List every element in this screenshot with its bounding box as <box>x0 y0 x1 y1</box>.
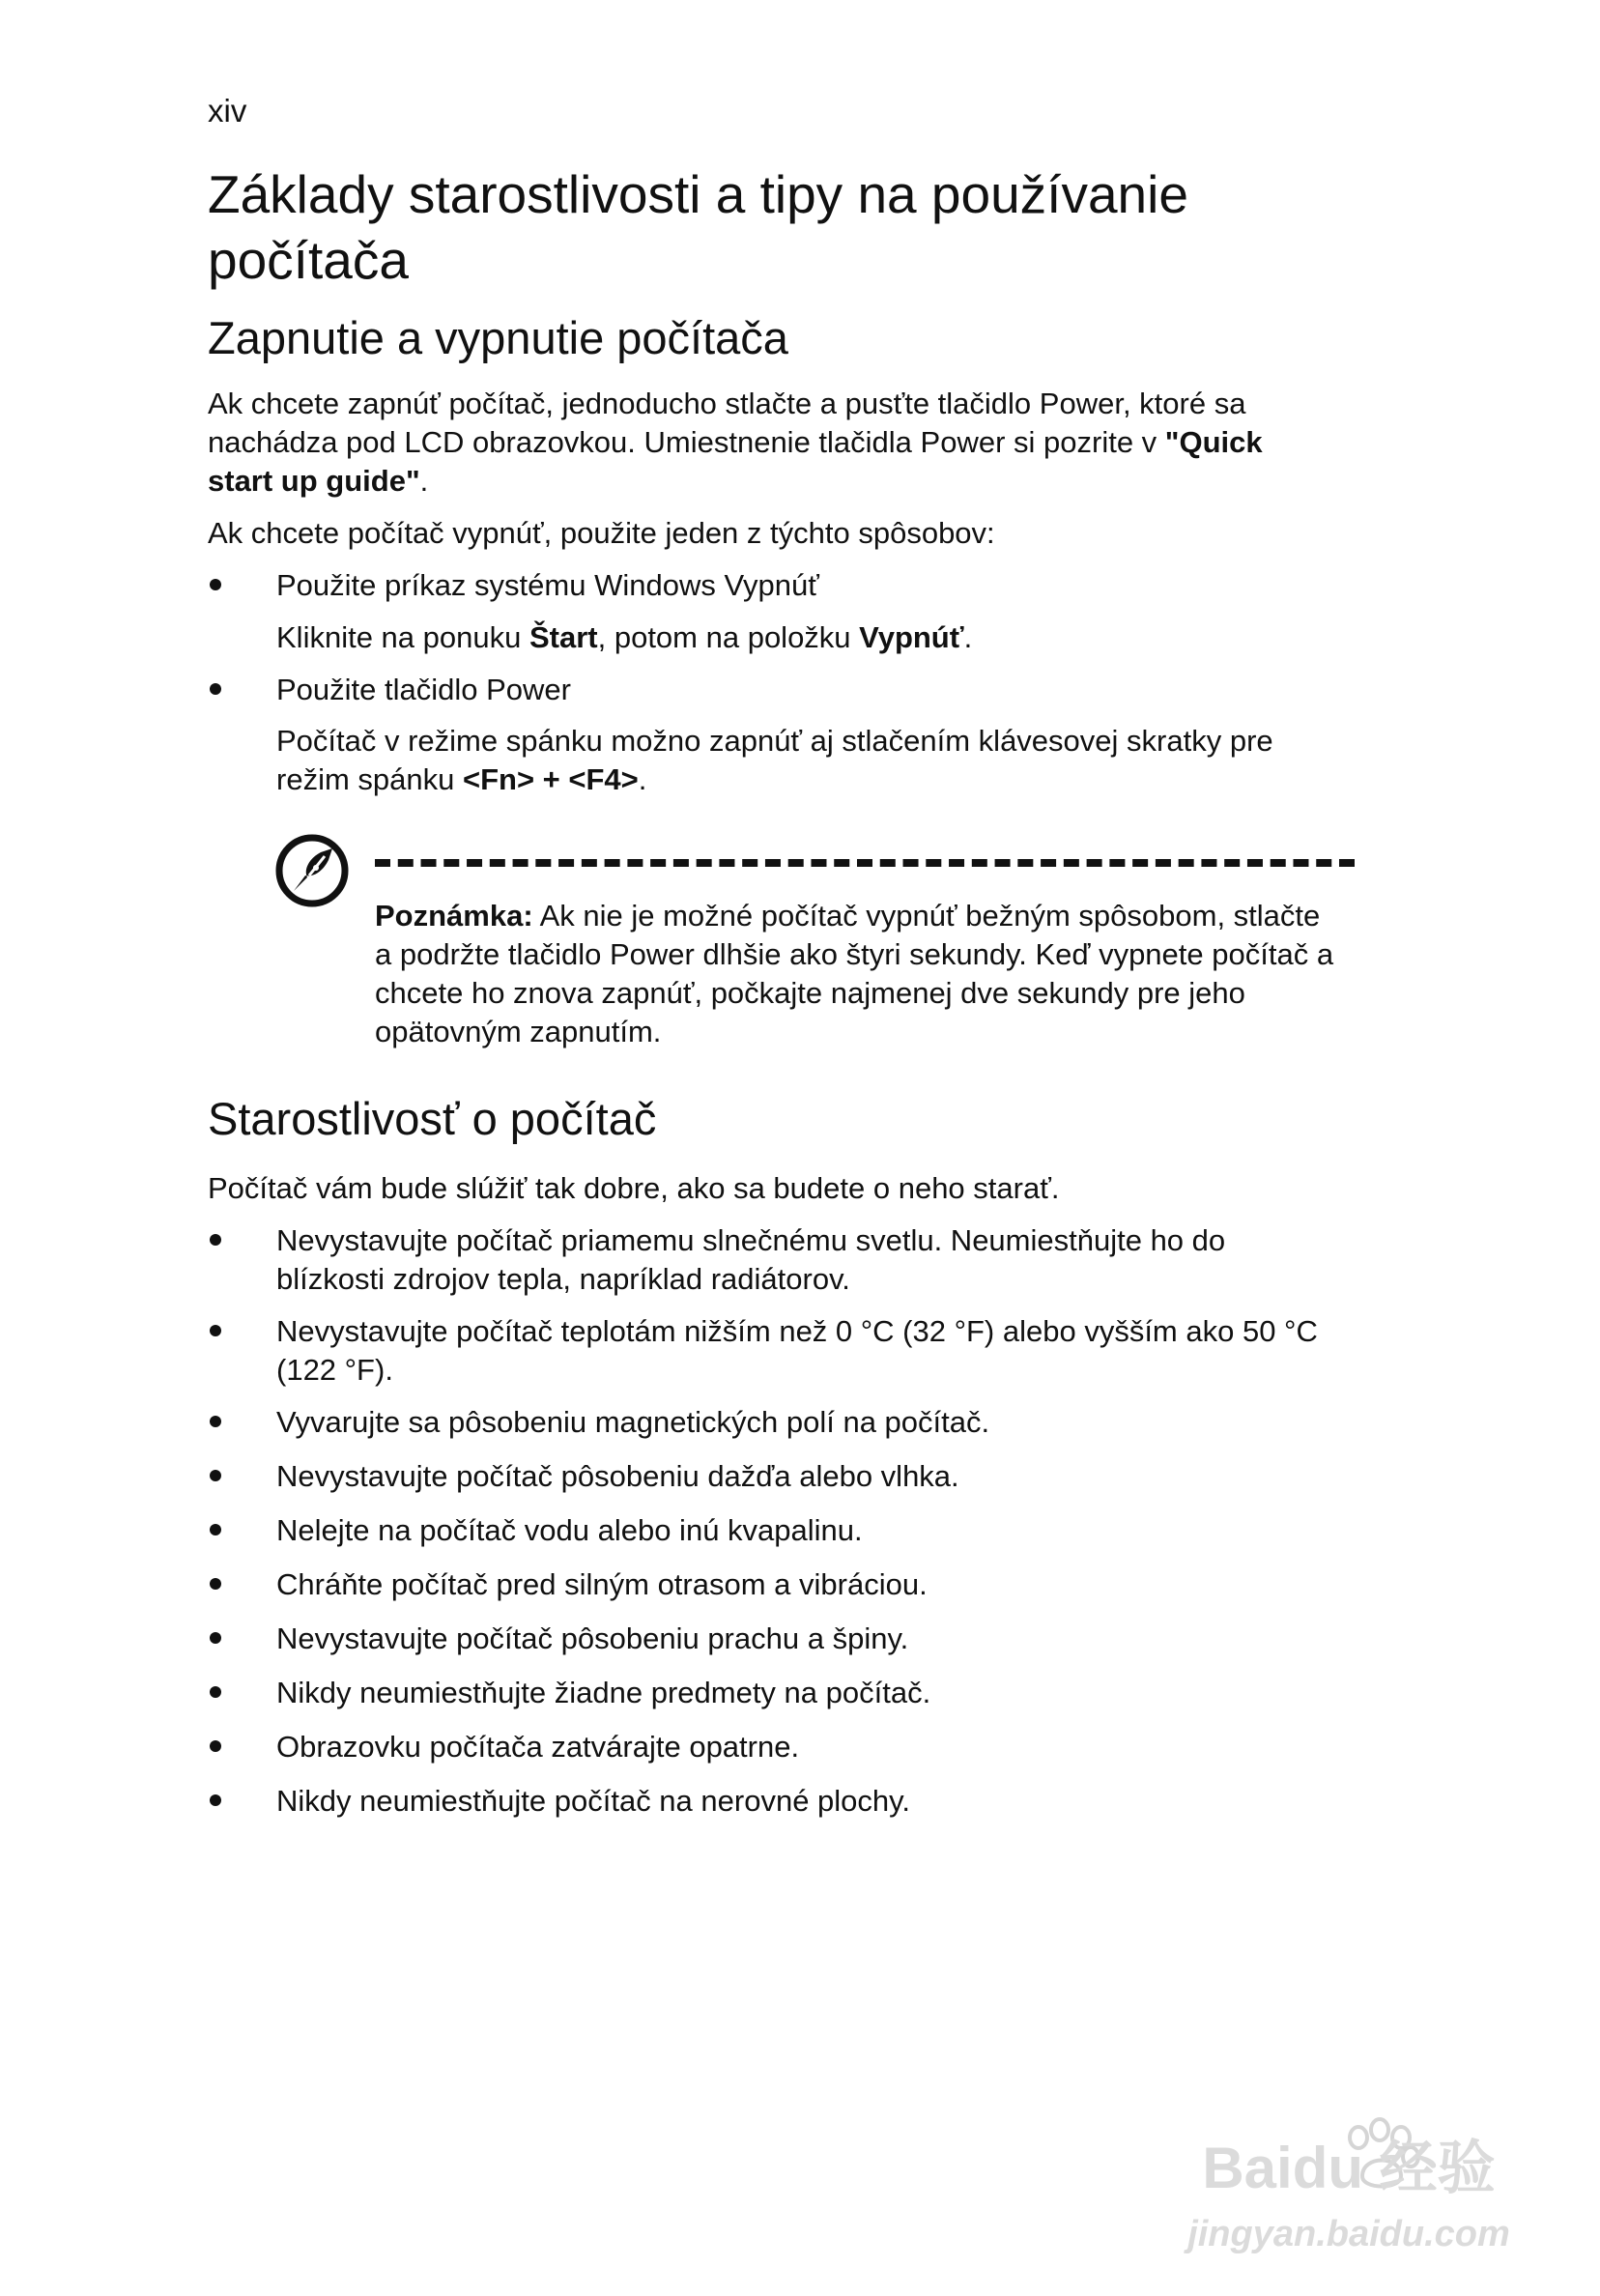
note-pen-icon <box>274 833 350 908</box>
keyboard-shortcut: <Fn> + <F4> <box>462 762 639 796</box>
bullet-dot <box>210 1794 221 1806</box>
note-label: Poznámka: <box>375 899 533 933</box>
note-box <box>375 897 1341 1051</box>
list-item: Nevystavujte počítač pôsobeniu prachu a špiny. <box>276 1622 909 1655</box>
list-item: Obrazovku počítača zatvárajte opatrne. <box>276 1730 800 1764</box>
page-number: xiv <box>208 93 247 129</box>
list-item: Nikdy neumiestňujte žiadne predmety na počítač. <box>276 1676 931 1709</box>
bullet-dot <box>210 1632 221 1644</box>
bullet-dot <box>210 1234 221 1246</box>
baidu-watermark <box>1165 2116 1542 2261</box>
paragraph-power-on <box>208 385 1319 501</box>
detail-end: . <box>638 762 647 796</box>
bullet-dot <box>210 1740 221 1752</box>
bullet-dot <box>210 1325 221 1336</box>
guide-reference: "Quick start up guide" <box>208 425 1263 498</box>
bullet-dot <box>210 1686 221 1698</box>
bullet-dot <box>210 1470 221 1481</box>
list-item: Nevystavujte počítač teplotám nižším než 0 °C (32 °F) alebo vyšším ako 50 °C (122 °F). <box>276 1314 1318 1387</box>
list-item: Nelejte na počítač vodu alebo inú kvapalinu. <box>276 1513 863 1547</box>
bullet-dot <box>210 579 221 590</box>
section-heading-care: Starostlivosť o počítač <box>208 1093 657 1144</box>
shutdown-label: Vypnúť <box>859 620 964 654</box>
list-item-detail <box>276 618 1339 657</box>
bullet-dot <box>210 683 221 695</box>
list-item: Nikdy neumiestňujte počítač na nerovné plochy. <box>276 1784 910 1818</box>
start-menu-label: Štart <box>529 620 598 654</box>
bullet-dot <box>210 1578 221 1590</box>
note-divider <box>375 859 1355 867</box>
section-heading-power: Zapnutie a vypnutie počítača <box>208 312 788 363</box>
detail-text: Kliknite na ponuku <box>276 620 529 654</box>
list-item: Použite tlačidlo Power <box>276 673 571 706</box>
paragraph-end: . <box>419 464 429 498</box>
detail-text: Počítač v režime spánku možno zapnúť aj stlačením klávesovej skratky pre režim spánku <box>276 724 1273 796</box>
paragraph-text: Ak chcete zapnúť počítač, jednoducho stlačte a pusťte tlačidlo Power, ktoré sa nachádza pod LCD obrazovkou. Umiestnenie tlačidla Power si pozrite v <box>208 387 1246 459</box>
list-item: Použite príkaz systému Windows Vypnúť <box>276 568 819 602</box>
list-item: Nevystavujte počítač priamemu slnečnému svetlu. Neumiestňujte ho do blízkosti zdrojov tepla, napríklad radiátorov. <box>276 1223 1226 1296</box>
list-item: Nevystavujte počítač pôsobeniu dažďa alebo vlhka. <box>276 1459 959 1493</box>
page-title: Základy starostlivosti a tipy na používanie počítača <box>208 164 1188 290</box>
bullet-dot <box>210 1416 221 1427</box>
watermark-brand: Baidu 经验 <box>1202 2136 1496 2200</box>
list-item: Vyvarujte sa pôsobeniu magnetických polí na počítač. <box>276 1405 990 1439</box>
list-item-detail <box>276 722 1339 799</box>
bullet-dot <box>210 1524 221 1535</box>
watermark-url: jingyan.baidu.com <box>1187 2214 1510 2254</box>
list-item: Chráňte počítač pred silným otrasom a vibráciou. <box>276 1567 928 1601</box>
paragraph-power-off: Ak chcete počítač vypnúť, použite jeden z týchto spôsobov: <box>208 516 995 550</box>
detail-end: . <box>963 620 973 654</box>
detail-text: , potom na položku <box>597 620 860 654</box>
note-text: Ak nie je možné počítač vypnúť bežným spôsobom, stlačte a podržte tlačidlo Power dlhšie ako štyri sekundy. Keď vypnete počítač a chcete ho znova zapnúť, počkajte najmenej dve sekundy pre jeho opätovným zapnutím. <box>375 899 1334 1048</box>
paragraph-care-intro: Počítač vám bude slúžiť tak dobre, ako sa budete o neho starať. <box>208 1171 1060 1205</box>
